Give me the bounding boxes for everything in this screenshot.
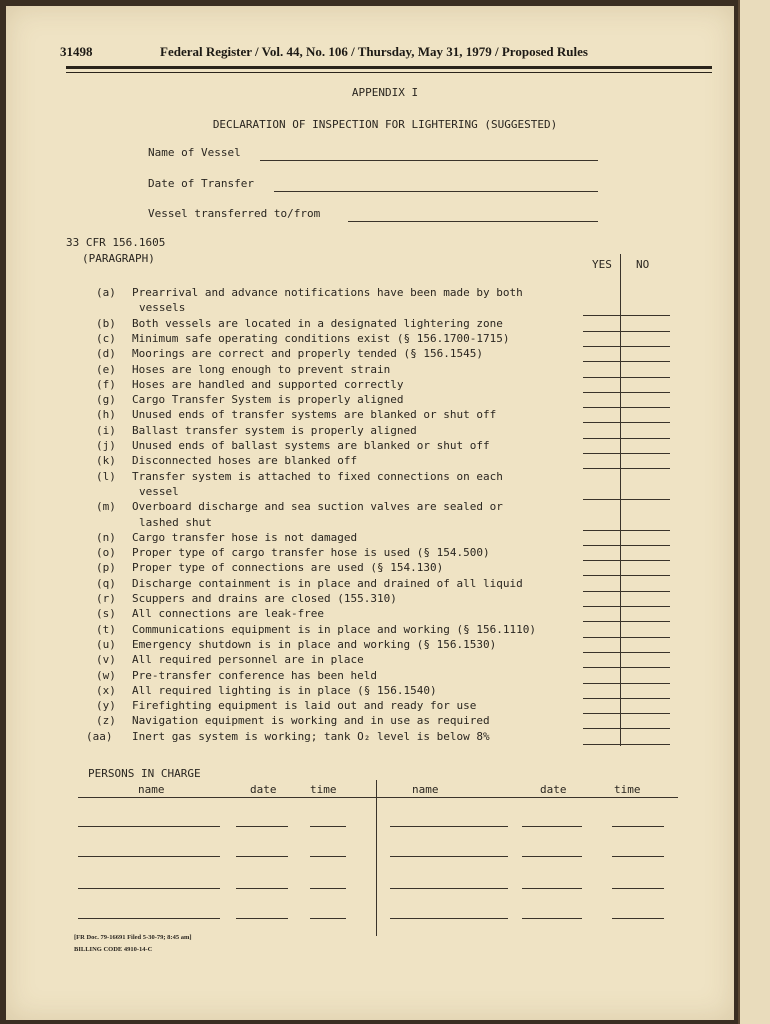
item-key: (x) xyxy=(96,683,116,697)
no-column-label: NO xyxy=(636,258,650,271)
item-text: Unused ends of ballast systems are blanked or shut off xyxy=(132,439,490,452)
item-text: Emergency shutdown is in place and working (§ 156.1530) xyxy=(132,637,497,651)
no-check-line[interactable] xyxy=(621,713,670,714)
persons-entry-line[interactable] xyxy=(522,856,582,857)
item-text: All required personnel are in place xyxy=(132,653,364,667)
item-text: Cargo Transfer System is properly aligned xyxy=(132,393,404,407)
page-header xyxy=(60,44,712,64)
no-check-line[interactable] xyxy=(621,346,670,347)
field-blank-line[interactable] xyxy=(274,191,598,192)
persons-entry-line[interactable] xyxy=(310,918,346,919)
yes-check-line[interactable] xyxy=(583,468,620,469)
persons-entry-line[interactable] xyxy=(522,888,582,889)
item-text: vessels xyxy=(139,301,186,315)
item-text: Cargo transfer hose is not damaged xyxy=(132,530,358,544)
publication-info: Federal Register / Vol. 44, No. 106 / Thursday, May 31, 1979 / Proposed Rules xyxy=(160,44,588,59)
item-text: vessel xyxy=(139,484,179,498)
persons-entry-line[interactable] xyxy=(522,918,582,919)
item-key: (r) xyxy=(96,592,116,605)
yes-check-line[interactable] xyxy=(583,453,620,454)
form-title: DECLARATION OF INSPECTION FOR LIGHTERING (SUGGESTED) xyxy=(212,118,558,131)
item-key: (aa) xyxy=(86,729,113,743)
item-text: All connections are leak-free xyxy=(132,607,325,621)
no-check-line[interactable] xyxy=(621,361,670,362)
no-check-line[interactable] xyxy=(621,728,670,729)
no-check-line[interactable] xyxy=(621,667,670,668)
item-key: (b) xyxy=(96,316,116,330)
no-check-line[interactable] xyxy=(621,499,670,500)
no-check-line[interactable] xyxy=(621,591,670,592)
yes-check-line[interactable] xyxy=(583,407,620,408)
persons-entry-line[interactable] xyxy=(310,856,346,857)
yes-check-line[interactable] xyxy=(583,361,620,362)
item-text: Proper type of cargo transfer hose is used (§ 154.500) xyxy=(132,546,490,560)
no-check-line[interactable] xyxy=(621,683,670,684)
yes-check-line[interactable] xyxy=(583,683,620,684)
persons-column-header: date xyxy=(250,783,277,796)
persons-entry-line[interactable] xyxy=(390,856,508,857)
no-check-line[interactable] xyxy=(621,377,670,378)
item-key: (t) xyxy=(96,622,116,636)
item-key: (f) xyxy=(96,377,116,391)
yes-check-line[interactable] xyxy=(583,744,620,745)
item-key: (k) xyxy=(96,454,116,468)
item-text: Overboard discharge and sea suction valves are sealed or xyxy=(132,500,503,514)
persons-entry-line[interactable] xyxy=(522,826,582,827)
persons-column-header: time xyxy=(310,783,337,796)
persons-divider xyxy=(376,780,377,936)
item-text: Pre-transfer conference has been held xyxy=(132,668,378,682)
yes-check-line[interactable] xyxy=(583,377,620,378)
yes-check-line[interactable] xyxy=(583,392,620,393)
item-key: (z) xyxy=(96,714,116,728)
yes-check-line[interactable] xyxy=(583,331,620,332)
item-key: (d) xyxy=(96,347,116,361)
item-text: Hoses are long enough to prevent strain xyxy=(132,362,391,376)
persons-entry-line[interactable] xyxy=(612,856,664,857)
item-key: (h) xyxy=(96,408,116,422)
item-key: (n) xyxy=(96,530,116,544)
item-key: (q) xyxy=(96,576,116,590)
persons-entry-line[interactable] xyxy=(310,888,346,889)
no-check-line[interactable] xyxy=(621,468,670,469)
persons-entry-line[interactable] xyxy=(612,888,664,889)
yes-check-line[interactable] xyxy=(583,713,620,714)
page-number: 31498 xyxy=(60,44,93,59)
no-check-line[interactable] xyxy=(621,407,670,408)
header-rule-thin xyxy=(66,72,712,73)
item-key: (c) xyxy=(96,331,116,345)
item-key: (g) xyxy=(96,393,116,407)
item-text: Both vessels are located in a designated lightering zone xyxy=(132,316,503,330)
persons-entry-line[interactable] xyxy=(236,888,288,889)
yes-check-line[interactable] xyxy=(583,438,620,439)
yes-check-line[interactable] xyxy=(583,698,620,699)
next-page-edge xyxy=(738,0,770,1024)
no-check-line[interactable] xyxy=(621,744,670,745)
yes-check-line[interactable] xyxy=(583,315,620,316)
yes-check-line[interactable] xyxy=(583,560,620,561)
cfr-reference: 33 CFR 156.1605 xyxy=(66,236,166,249)
item-text: Discharge containment is in place and drained of all liquid xyxy=(132,576,523,590)
no-check-line[interactable] xyxy=(621,545,670,546)
yes-check-line[interactable] xyxy=(583,530,620,531)
no-check-line[interactable] xyxy=(621,560,670,561)
yes-check-line[interactable] xyxy=(583,621,620,622)
item-text: Navigation equipment is working and in use as required xyxy=(132,714,490,728)
paragraph-heading: (PARAGRAPH) xyxy=(82,252,155,265)
item-text: Unused ends of transfer systems are blanked or shut off xyxy=(132,408,497,422)
yes-column-label: YES xyxy=(592,258,612,271)
persons-column-header: name xyxy=(412,783,439,796)
item-text: Disconnected hoses are blanked off xyxy=(132,454,358,468)
item-key: (l) xyxy=(96,469,116,483)
no-check-line[interactable] xyxy=(621,453,670,454)
item-text: Scuppers and drains are closed (155.310) xyxy=(132,592,397,605)
yes-no-divider xyxy=(620,254,621,746)
no-check-line[interactable] xyxy=(621,652,670,653)
item-key: (y) xyxy=(96,699,116,713)
no-check-line[interactable] xyxy=(621,331,670,332)
item-key: (i) xyxy=(96,423,116,437)
item-key: (m) xyxy=(96,500,116,514)
item-key: (a) xyxy=(96,286,116,299)
persons-entry-line[interactable] xyxy=(310,826,346,827)
field-blank-line[interactable] xyxy=(260,160,598,161)
persons-column-header: time xyxy=(614,783,641,796)
item-text: Communications equipment is in place and working (§ 156.1110) xyxy=(132,622,536,636)
yes-check-line[interactable] xyxy=(583,591,620,592)
no-check-line[interactable] xyxy=(621,530,670,531)
no-check-line[interactable] xyxy=(621,438,670,439)
item-key: (w) xyxy=(96,668,116,682)
persons-entry-line[interactable] xyxy=(390,888,508,889)
field-blank-line[interactable] xyxy=(348,221,598,222)
yes-check-line[interactable] xyxy=(583,575,620,576)
item-key: (p) xyxy=(96,561,116,575)
item-text: Proper type of connections are used (§ 154.130) xyxy=(132,561,444,575)
item-key: (s) xyxy=(96,607,116,621)
item-text: All required lighting is in place (§ 156.1540) xyxy=(132,683,437,697)
no-check-line[interactable] xyxy=(621,392,670,393)
persons-header-rule xyxy=(78,797,678,798)
item-key: (e) xyxy=(96,362,116,376)
yes-check-line[interactable] xyxy=(583,728,620,729)
yes-check-line[interactable] xyxy=(583,637,620,638)
appendix-heading: APPENDIX I xyxy=(351,86,419,99)
fr-doc-line: [FR Doc. 79-16691 Filed 5-30-79; 8:45 am] xyxy=(74,934,192,941)
persons-column-header: name xyxy=(138,783,165,796)
persons-entry-line[interactable] xyxy=(236,826,288,827)
yes-check-line[interactable] xyxy=(583,667,620,668)
yes-check-line[interactable] xyxy=(583,606,620,607)
item-key: (v) xyxy=(96,653,116,667)
persons-entry-line[interactable] xyxy=(78,826,220,827)
billing-code: BILLING CODE 4910-14-C xyxy=(74,946,153,953)
field-label: Date of Transfer xyxy=(148,177,254,190)
yes-check-line[interactable] xyxy=(583,545,620,546)
persons-entry-line[interactable] xyxy=(78,888,220,889)
item-key: (o) xyxy=(96,546,116,560)
no-check-line[interactable] xyxy=(621,315,670,316)
item-text: Firefighting equipment is laid out and ready for use xyxy=(132,699,477,713)
field-label: Name of Vessel xyxy=(148,146,241,159)
item-text: Inert gas system is working; tank O₂ level is below 8% xyxy=(132,729,490,743)
persons-entry-line[interactable] xyxy=(78,856,220,857)
yes-check-line[interactable] xyxy=(583,422,620,423)
item-text: Minimum safe operating conditions exist (§ 156.1700-1715) xyxy=(132,331,510,345)
yes-check-line[interactable] xyxy=(583,346,620,347)
item-text: Moorings are correct and properly tended (§ 156.1545) xyxy=(132,347,483,361)
yes-check-line[interactable] xyxy=(583,652,620,653)
no-check-line[interactable] xyxy=(621,575,670,576)
persons-entry-line[interactable] xyxy=(390,918,508,919)
no-check-line[interactable] xyxy=(621,698,670,699)
persons-entry-line[interactable] xyxy=(236,856,288,857)
persons-entry-line[interactable] xyxy=(612,918,664,919)
item-key: (j) xyxy=(96,439,116,452)
item-text: Transfer system is attached to fixed connections on each xyxy=(132,469,503,483)
field-label: Vessel transferred to/from xyxy=(148,207,321,220)
yes-check-line[interactable] xyxy=(583,499,620,500)
item-text: Ballast transfer system is properly aligned xyxy=(132,423,417,437)
no-check-line[interactable] xyxy=(621,621,670,622)
persons-column-header: date xyxy=(540,783,567,796)
no-check-line[interactable] xyxy=(621,637,670,638)
item-text: lashed shut xyxy=(139,515,212,529)
item-text: Prearrival and advance notifications have been made by both xyxy=(132,286,523,299)
no-check-line[interactable] xyxy=(621,606,670,607)
persons-entry-line[interactable] xyxy=(612,826,664,827)
item-key: (u) xyxy=(96,637,116,651)
header-rule xyxy=(66,66,712,69)
no-check-line[interactable] xyxy=(621,422,670,423)
persons-entry-line[interactable] xyxy=(390,826,508,827)
item-text: Hoses are handled and supported correctly xyxy=(132,377,404,391)
persons-entry-line[interactable] xyxy=(236,918,288,919)
persons-entry-line[interactable] xyxy=(78,918,220,919)
persons-heading: PERSONS IN CHARGE xyxy=(88,767,201,780)
